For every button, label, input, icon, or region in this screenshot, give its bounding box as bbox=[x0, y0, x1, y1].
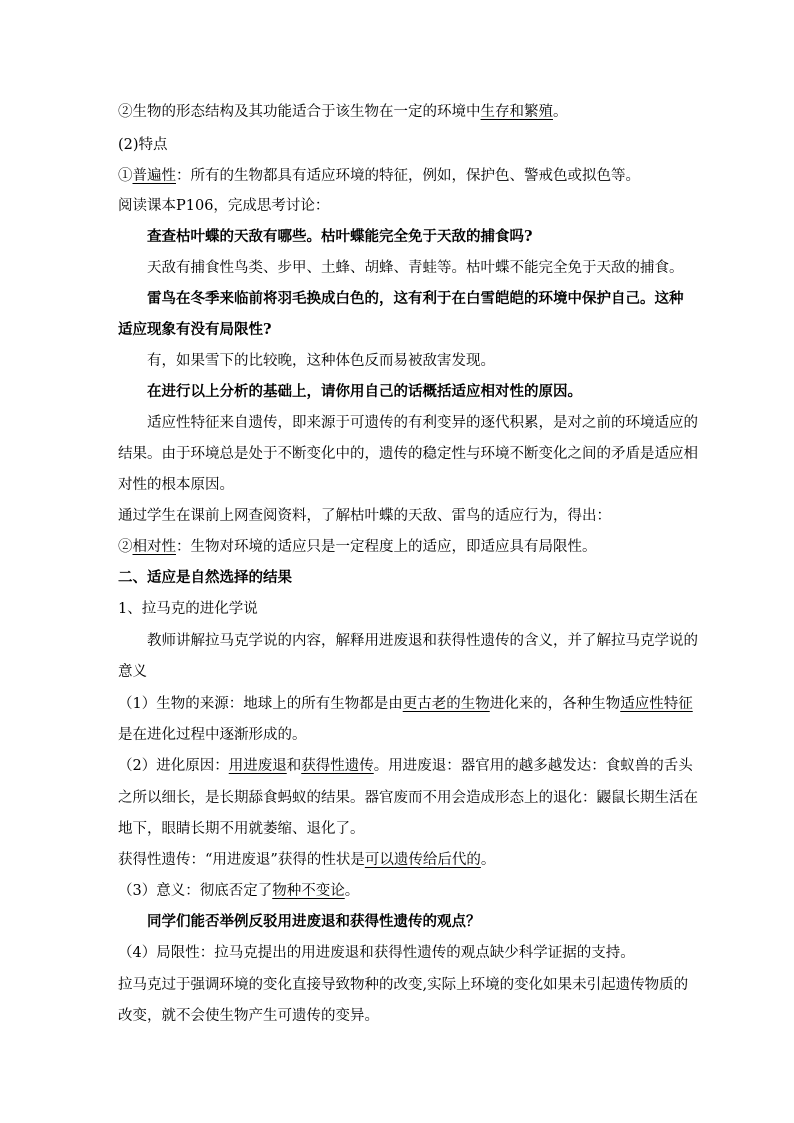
section-heading: (2)特点 bbox=[118, 137, 168, 153]
text-line: 通过学生在课前上网查阅资料，了解枯叶蝶的天敌、雷鸟的适应行为，得出： bbox=[118, 508, 611, 524]
text: ：生物对环境的适应只是一定程度上的适应，即适应具有局限性。 bbox=[176, 539, 597, 555]
text-line: （4）局限性：拉马克提出的用进废退和获得性遗传的观点缺少科学证据的支持。 bbox=[118, 945, 635, 961]
text: ② bbox=[118, 539, 133, 555]
text: （3）意义：彻底否定了 bbox=[118, 883, 273, 899]
text: 进化来的，各种生物 bbox=[489, 696, 621, 712]
underlined-term: 获得性遗传 bbox=[301, 758, 374, 774]
text-line: 是在进化过程中逐渐形成的。 bbox=[118, 727, 307, 743]
underlined-term: 普遍性 bbox=[132, 168, 176, 184]
underlined-term: 生存和繁殖 bbox=[480, 104, 553, 120]
text-line: 教师讲解拉马克学说的内容，解释用进废退和获得性遗传的含义，并了解拉马克学说的 bbox=[147, 633, 698, 649]
text: ① bbox=[118, 168, 133, 184]
text-line bbox=[118, 757, 693, 775]
text-line bbox=[118, 167, 640, 185]
question-line: 同学们能否举例反驳用进废退和获得性遗传的观点？ bbox=[147, 913, 481, 930]
answer-line: 对性的根本原因。 bbox=[118, 477, 234, 493]
text: （2）进化原因： bbox=[118, 758, 229, 774]
text-line: 意义 bbox=[118, 664, 147, 680]
text: 。 bbox=[344, 883, 360, 899]
text: 。 bbox=[480, 852, 496, 868]
text-line bbox=[118, 538, 597, 556]
answer-line: 有，如果雪下的比较晚，这种体色反而易被敌害发现。 bbox=[147, 353, 495, 369]
answer-line: 结果。由于环境总是处于不断变化中的，遗传的稳定性与环境不断变化之间的矛盾是适应相 bbox=[118, 446, 698, 462]
text-line: 拉马克过于强调环境的变化直接导致物种的改变,实际上环境的变化如果未引起遗传物质的 bbox=[118, 977, 689, 993]
answer-line: 适应性特征来自遗传，即来源于可遗传的有利变异的逐代积累，是对之前的环境适应的 bbox=[147, 415, 698, 431]
section-heading: 二、适应是自然选择的结果 bbox=[118, 569, 292, 586]
underlined-term: 相对性 bbox=[132, 539, 176, 555]
text: 获得性遗传：“用进废退”获得的性状是 bbox=[118, 852, 365, 868]
underlined-term: 可以遗传给后代的 bbox=[364, 852, 481, 868]
text: 。用进废退：器官用的越多越发达：食蚁兽的舌头 bbox=[373, 758, 693, 774]
text: 。 bbox=[553, 104, 568, 120]
text-line bbox=[118, 695, 693, 713]
text-line bbox=[118, 103, 568, 121]
answer-line: 天敌有捕食性鸟类、步甲、土蜂、胡蜂、青蛙等。枯叶蝶不能完全免于天敌的捕食。 bbox=[147, 260, 684, 276]
question-line: 查查枯叶蝶的天敌有哪些。枯叶蝶能完全免于天敌的捕食吗? bbox=[147, 228, 533, 245]
question-line: 在进行以上分析的基础上，请你用自己的话概括适应相对性的原因。 bbox=[147, 383, 582, 400]
text-line: 之所以细长，是长期舔食蚂蚁的结果。器官废而不用会造成形态上的退化：鼹鼠长期生活在 bbox=[118, 790, 698, 806]
text-line: 改变，就不会使生物产生可遗传的变异。 bbox=[118, 1008, 379, 1024]
subsection-heading: 1、拉马克的进化学说 bbox=[118, 601, 258, 617]
question-line: 雷鸟在冬季来临前将羽毛换成白色的，这有利于在白雪皑皑的环境中保护自己。这种 bbox=[147, 290, 684, 307]
question-line: 适应现象有没有局限性? bbox=[118, 321, 272, 338]
text: （1）生物的来源：地球上的所有生物都是由 bbox=[118, 696, 403, 712]
underlined-term: 物种不变论 bbox=[272, 883, 345, 899]
text-line: 地下，眼睛长期不用就萎缩、退化了。 bbox=[118, 821, 365, 837]
text: ：所有的生物都具有适应环境的特征，例如，保护色、警戒色或拟色等。 bbox=[176, 168, 640, 184]
underlined-term: 更古老的生物 bbox=[402, 696, 490, 712]
text-line: 阅读课本P106，完成思考讨论： bbox=[118, 198, 330, 214]
text-line bbox=[118, 882, 359, 900]
text: ②生物的形态结构及其功能适合于该生物在一定的环境中 bbox=[118, 104, 481, 120]
underlined-term: 用进废退 bbox=[228, 758, 287, 774]
underlined-term: 适应性特征 bbox=[620, 696, 693, 712]
text-line bbox=[118, 851, 495, 869]
text: 和 bbox=[286, 758, 302, 774]
